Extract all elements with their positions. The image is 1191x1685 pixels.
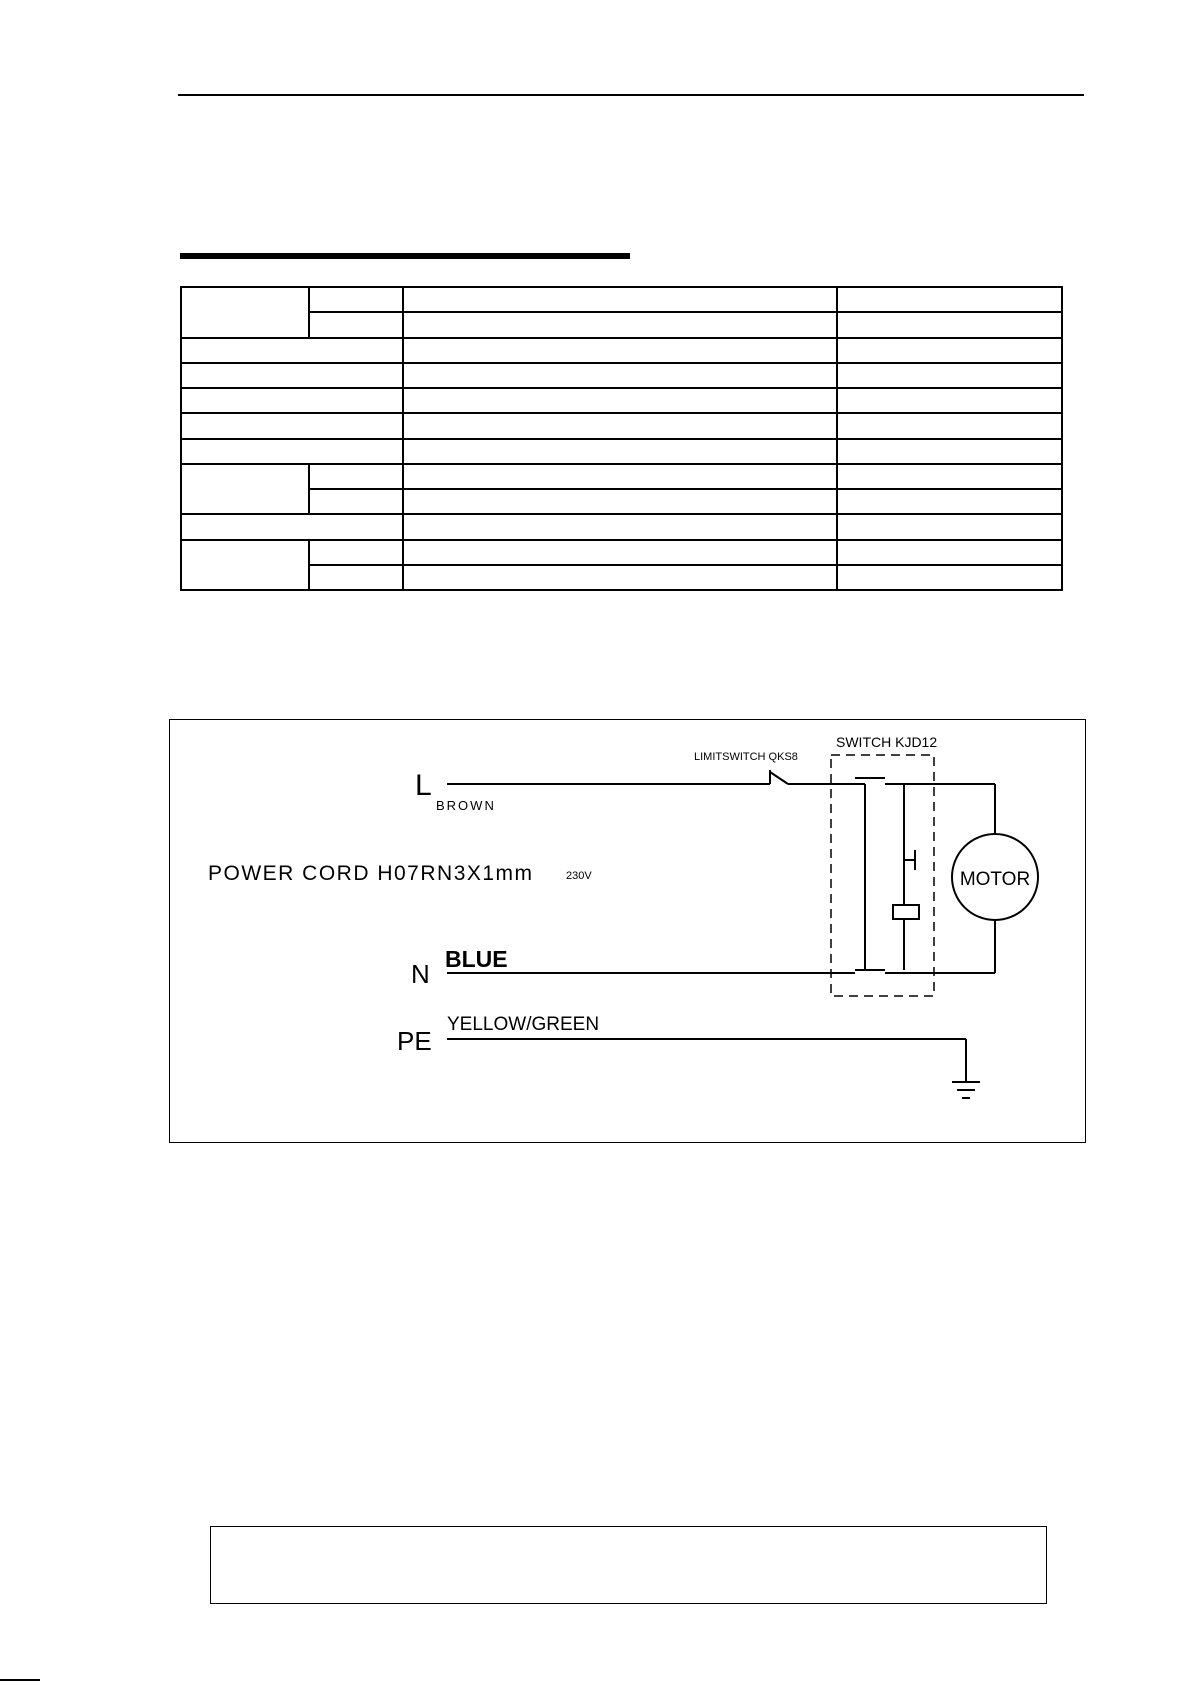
note-box xyxy=(210,1526,1047,1604)
neutral-label: N xyxy=(411,959,430,989)
relay-coil xyxy=(893,905,919,919)
voltage-label: 230V xyxy=(566,870,592,882)
motor-label: MOTOR xyxy=(959,869,1031,890)
blue-label: BLUE xyxy=(445,946,508,972)
limit-switch-blade xyxy=(770,772,788,784)
limit-switch-label: LIMITSWITCH QKS8 xyxy=(694,751,798,763)
brown-label: BROWN xyxy=(436,798,496,813)
earth-label: PE xyxy=(397,1026,432,1056)
yellow-green-label: YELLOW/GREEN xyxy=(447,1014,600,1035)
power-cord-label: POWER CORD H07RN3X1mm xyxy=(208,862,534,885)
line-label: L xyxy=(415,769,432,802)
switch-enclosure xyxy=(831,755,934,996)
switch-label: SWITCH KJD12 xyxy=(836,734,938,750)
page-corner-mark xyxy=(0,1679,40,1684)
